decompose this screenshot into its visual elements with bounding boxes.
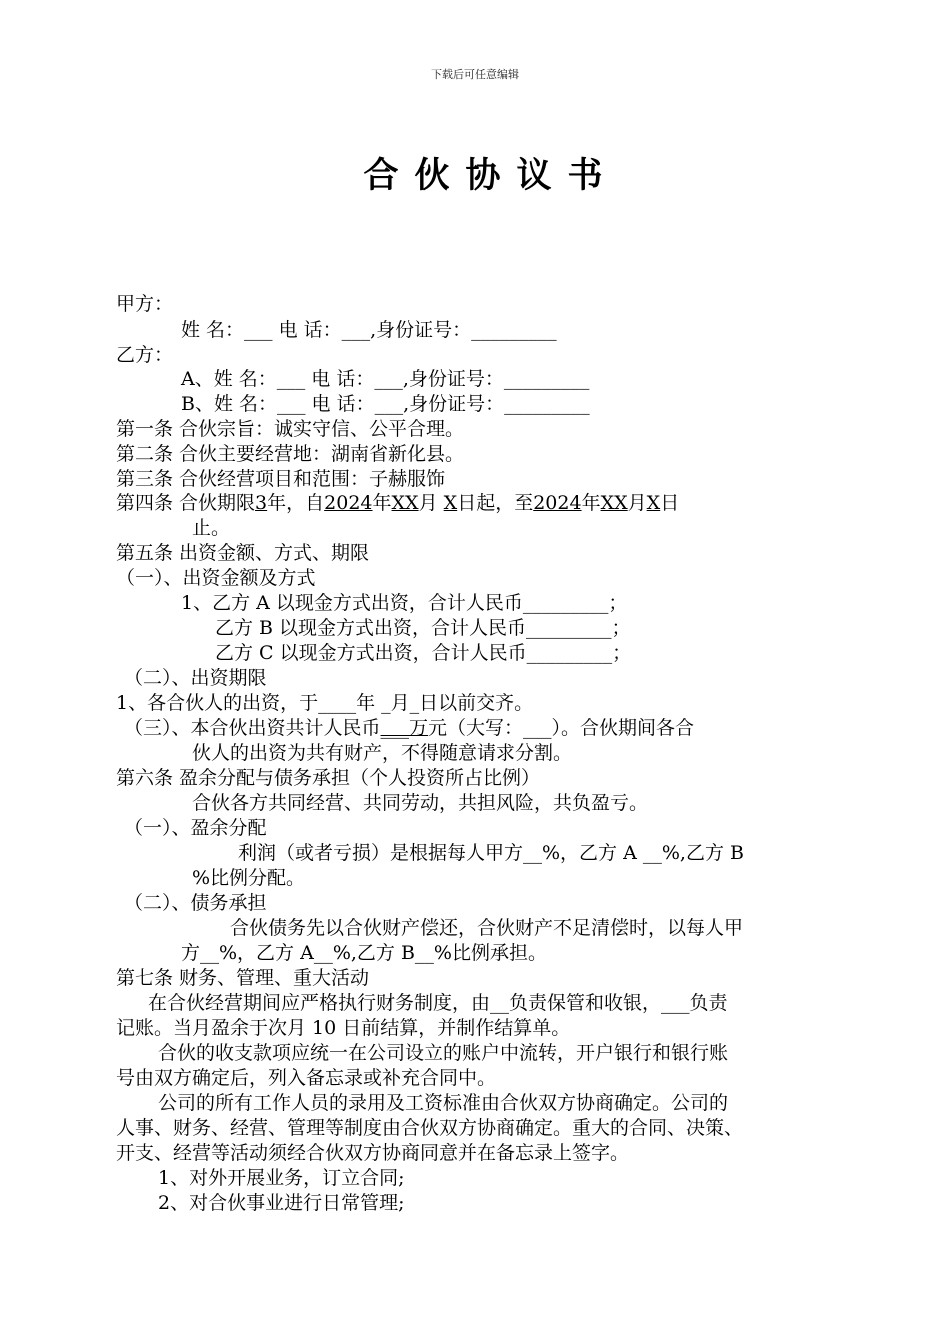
art4-text: 月 xyxy=(418,492,438,514)
management-para: 公司的所有工作人员的录用及工资标准由合伙双方协商确定。公司的 xyxy=(158,1092,729,1114)
contribution-deadline: 1、各合伙人的出资，于____年 _月_日以前交齐。 xyxy=(116,692,534,714)
end-day: X xyxy=(646,492,661,514)
page-header: 下载后可任意编辑 xyxy=(431,68,519,81)
art4-text: 第四条 合伙期限 xyxy=(116,492,256,514)
debt-sharing-cont: 方__%，乙方 A__%,乙方 B__%比例承担。 xyxy=(181,942,547,964)
party-b-a-info: A、姓 名：___ 电 话：___,身份证号：_________ xyxy=(181,368,590,390)
article-5-section-3 xyxy=(124,716,694,740)
article-5-title: 第五条 出资金额、方式、期限 xyxy=(116,542,370,564)
profit-sharing: 利润（或者亏损）是根据每人甲方__%，乙方 A __%,乙方 B xyxy=(238,842,744,864)
start-year: 2024 xyxy=(324,492,373,514)
contribution-item-2: 乙方 B 以现金方式出资，合计人民币_________； xyxy=(215,617,631,639)
article-2: 第二条 合伙主要经营地：湖南省新化县。 xyxy=(116,443,465,465)
article-5-section-3-cont: 伙人的出资为共有财产，不得随意请求分割。 xyxy=(192,742,573,764)
art4-text: 年，自 xyxy=(267,492,325,514)
party-b-label: 乙方： xyxy=(116,344,174,366)
contribution-item-3: 乙方 C 以现金方式出资，合计人民币_________； xyxy=(215,642,632,664)
party-a-label: 甲方： xyxy=(116,293,174,315)
article-5-section-2: （二）、出资期限 xyxy=(124,667,267,689)
finance-para-1-cont: 记账。当月盈余于次月 10 日前结算，并制作结算单。 xyxy=(116,1017,571,1039)
art5-text: 元（大写：___）。合伙期间各合 xyxy=(428,717,695,739)
document-title: 合伙协议书 xyxy=(363,156,619,196)
party-a-info: 姓 名：___ 电 话：___,身份证号：_________ xyxy=(181,319,557,341)
article-6-intro: 合伙各方共同经营、共同劳动，共担风险，共负盈亏。 xyxy=(192,792,649,814)
finance-para-1: 在合伙经营期间应严格执行财务制度，由__负责保管和收银，___负责 xyxy=(148,992,728,1014)
article-6-section-1: （一）、盈余分配 xyxy=(124,817,267,839)
art4-text: 日 xyxy=(660,492,680,514)
article-4-cont: 止。 xyxy=(192,517,231,539)
article-3: 第三条 合伙经营项目和范围：子赫服饰 xyxy=(116,468,446,490)
finance-para-2: 合伙的收支款项应统一在公司设立的账户中流转，开户银行和银行账 xyxy=(158,1042,729,1064)
activity-item-1: 1、对外开展业务，订立合同; xyxy=(158,1167,405,1189)
management-para-cont-1: 人事、财务、经营、管理等制度由合伙双方协商确定。重大的合同、决策、 xyxy=(116,1117,744,1139)
article-4 xyxy=(116,491,679,515)
end-year: 2024 xyxy=(533,492,582,514)
term-years: 3 xyxy=(255,492,268,514)
total-amount: ___万 xyxy=(380,717,429,739)
art4-text: 日起，至 xyxy=(457,492,534,514)
article-6-section-2: （二）、债务承担 xyxy=(124,892,267,914)
article-6-title: 第六条 盈余分配与债务承担（个人投资所占比例） xyxy=(116,767,541,789)
finance-para-2-cont: 号由双方确定后，列入备忘录或补充合同中。 xyxy=(116,1067,497,1089)
start-month: XX xyxy=(391,492,419,514)
art4-text: 年 xyxy=(372,492,392,514)
article-1: 第一条 合伙宗旨：诚实守信、公平合理。 xyxy=(116,418,465,440)
start-day: X xyxy=(443,492,458,514)
end-month: XX xyxy=(600,492,628,514)
art5-text: （三）、本合伙出资共计人民币 xyxy=(124,717,381,739)
art4-text: 月 xyxy=(627,492,647,514)
article-5-section-1: （一）、出资金额及方式 xyxy=(116,567,316,589)
party-b-b-info: B、姓 名：___ 电 话：___,身份证号：_________ xyxy=(181,393,590,415)
article-7-title: 第七条 财务、管理、重大活动 xyxy=(116,967,370,989)
profit-sharing-cont: %比例分配。 xyxy=(192,867,306,889)
art4-text: 年 xyxy=(581,492,601,514)
contribution-item-1: 1、乙方 A 以现金方式出资，合计人民币_________； xyxy=(181,592,628,614)
management-para-cont-2: 开支、经营等活动须经合伙双方协商同意并在备忘录上签字。 xyxy=(116,1142,630,1164)
activity-item-2: 2、对合伙事业进行日常管理; xyxy=(158,1192,405,1214)
debt-sharing: 合伙债务先以合伙财产偿还，合伙财产不足清偿时，以每人甲 xyxy=(230,917,744,939)
